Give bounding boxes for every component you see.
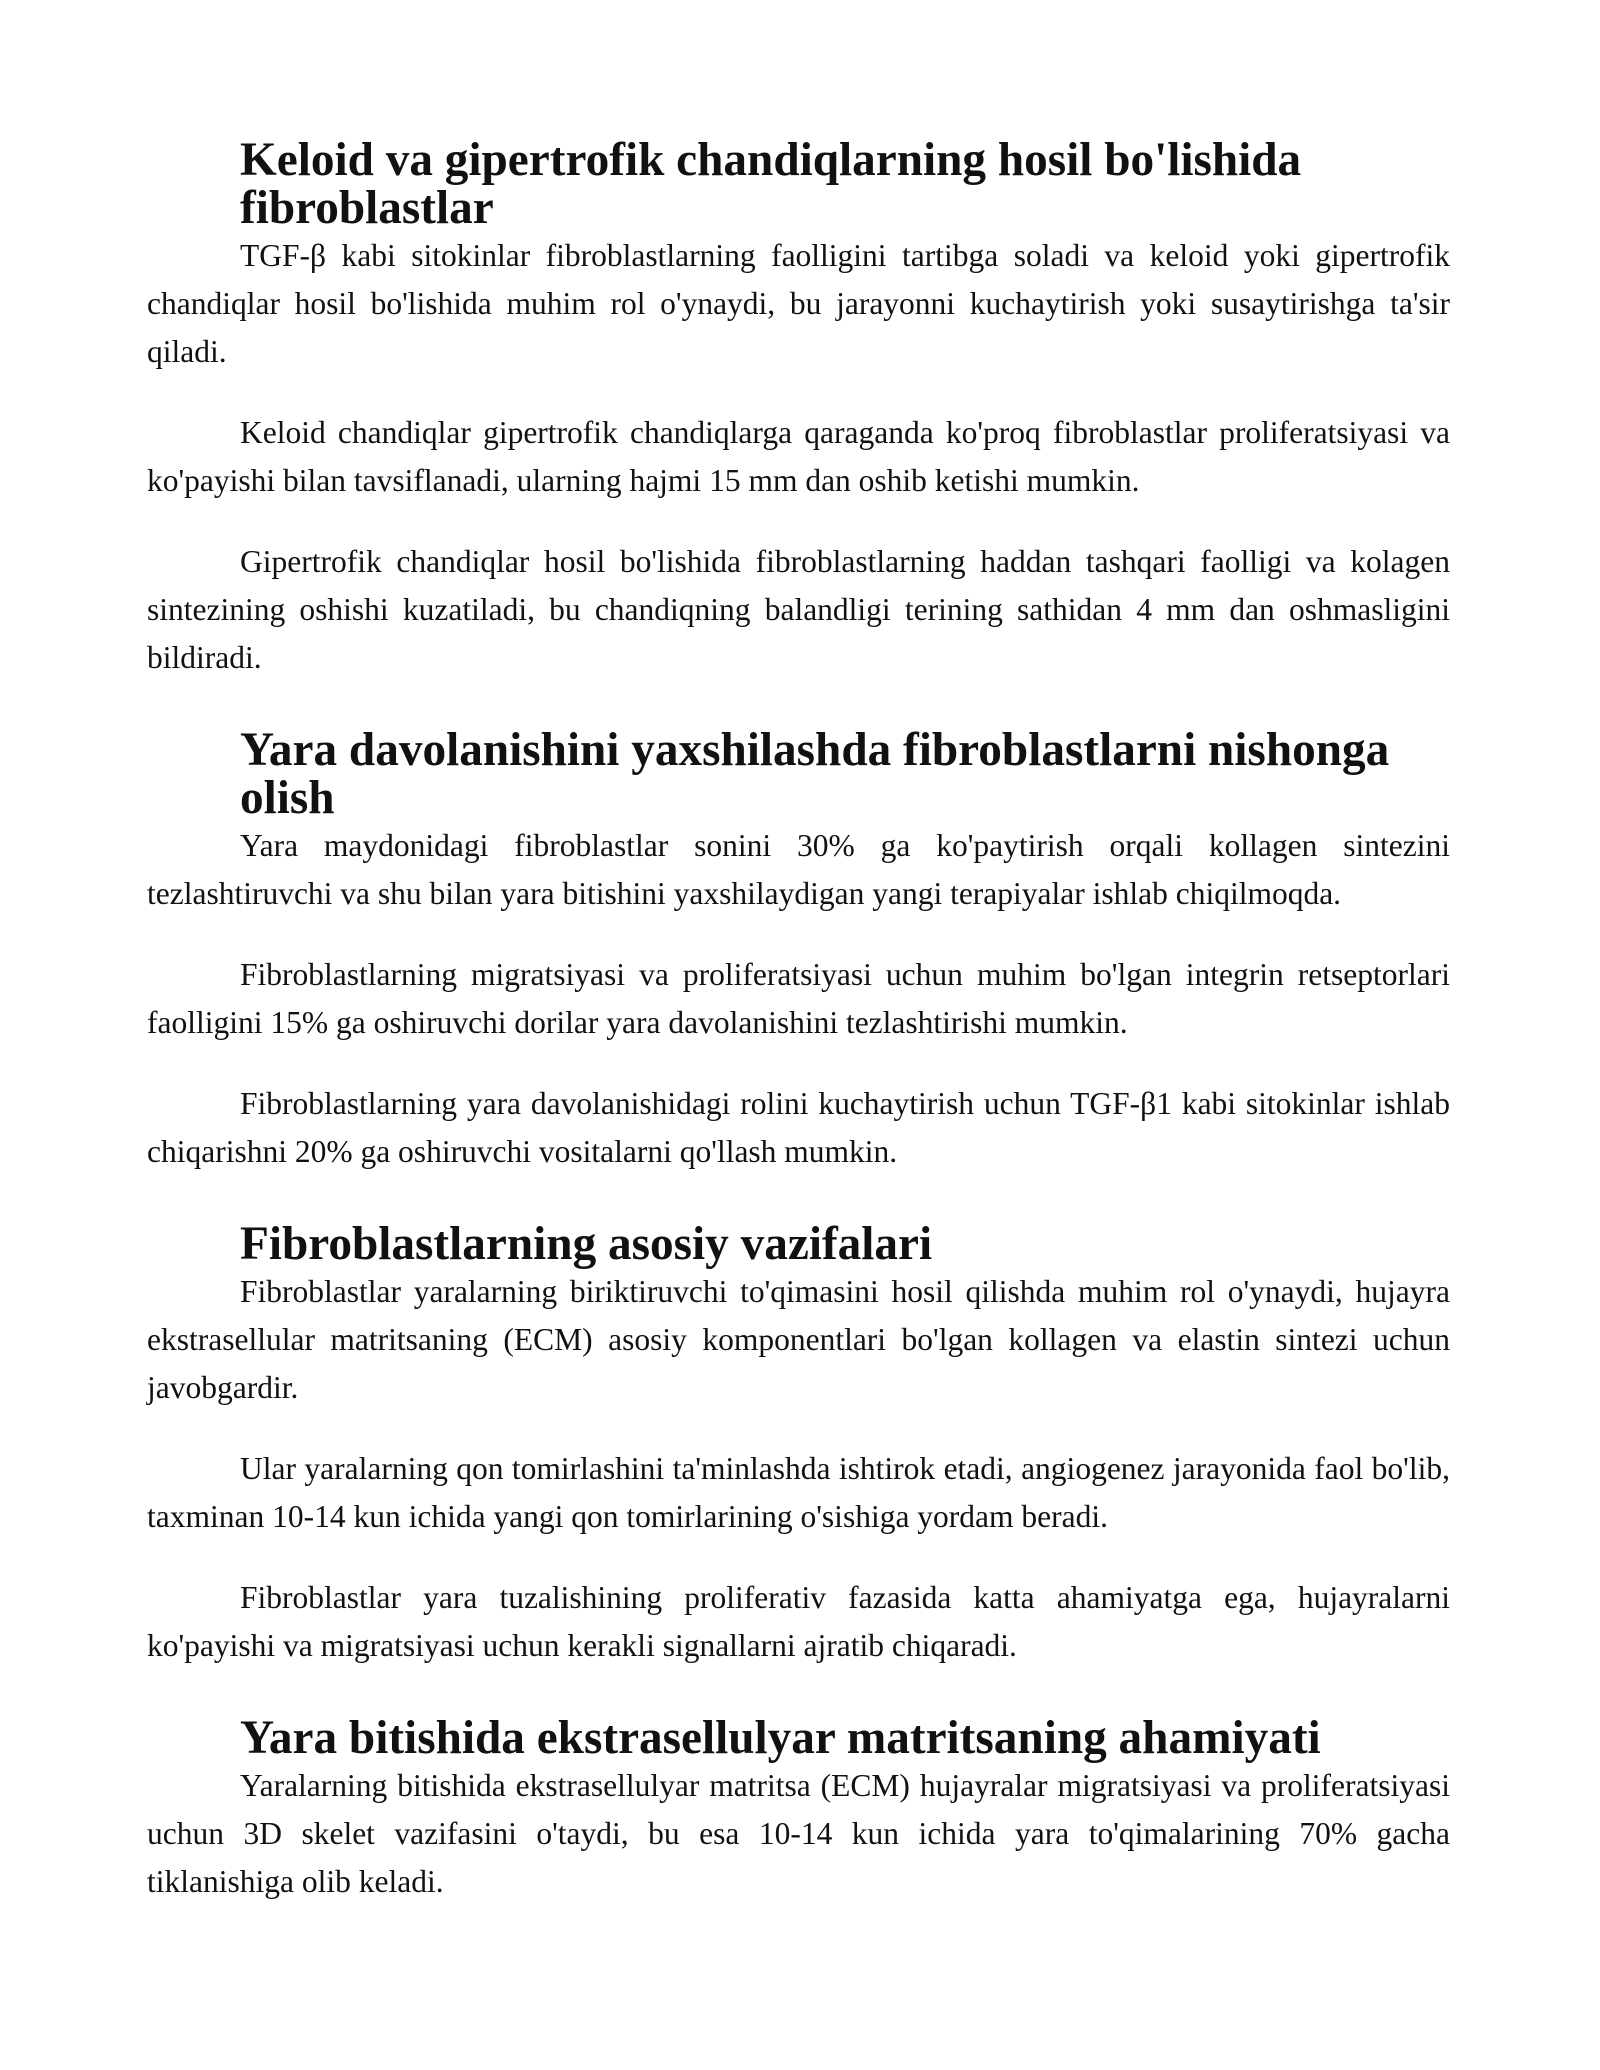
paragraph: Yaralarning bitishida ekstrasellulyar matritsa (ECM) hujayralar migratsiyasi va proliferatsiyasi uchun 3D skelet vazifasini o'taydi, bu esa 10-14 kun ichida yara to'qimalarining 70% gacha tiklanishiga olib keladi. — [147, 1768, 1450, 1899]
paragraph: TGF-β kabi sitokinlar fibroblastlarning faolligini tartibga soladi va keloid yoki gipertrofik chandiqlar hosil bo'lishida muhim rol o'ynaydi, bu jarayonni kuchaytirish yoki susaytirishga ta'sir qiladi. — [147, 238, 1450, 369]
section-heading: Fibroblastlarning asosiy vazifalari — [240, 1218, 933, 1270]
section-heading: Keloid va gipertrofik chandiqlarning hosil bo'lishida fibroblastlar — [240, 134, 1302, 234]
section-heading: Yara bitishida ekstrasellulyar matritsaning ahamiyati — [240, 1712, 1321, 1764]
paragraph: Fibroblastlarning yara davolanishidagi rolini kuchaytirish uchun TGF-β1 kabi sitokinlar ishlab chiqarishni 20% ga oshiruvchi vositalarni qo'llash mumkin. — [147, 1086, 1450, 1169]
section-ecm-importance — [147, 1714, 1450, 1906]
section-keloid-scars — [147, 136, 1450, 682]
paragraph: Yara maydonidagi fibroblastlar sonini 30% ga ko'paytirish orqali kollagen sintezini tezlashtiruvchi va shu bilan yara bitishini yaxshilaydigan yangi terapiyalar ishlab chiqilmoqda. — [147, 828, 1450, 911]
paragraph: Fibroblastlar yara tuzalishining proliferativ fazasida katta ahamiyatga ega, hujayralarni ko'payishi va migratsiyasi uchun kerakli signallarni ajratib chiqaradi. — [147, 1580, 1450, 1663]
document-page — [147, 136, 1450, 1906]
paragraph: Ular yaralarning qon tomirlashini ta'minlashda ishtirok etadi, angiogenez jarayonida faol bo'lib, taxminan 10-14 kun ichida yangi qon tomirlarining o'sishiga yordam beradi. — [147, 1451, 1450, 1534]
paragraph: Keloid chandiqlar gipertrofik chandiqlarga qaraganda ko'proq fibroblastlar proliferatsiyasi va ko'payishi bilan tavsiflanadi, ularning hajmi 15 mm dan oshib ketishi mumkin. — [147, 415, 1450, 498]
paragraph: Gipertrofik chandiqlar hosil bo'lishida fibroblastlarning haddan tashqari faolligi va kolagen sintezining oshishi kuzatiladi, bu chandiqning balandligi terining sathidan 4 mm dan oshmasligini bildiradi. — [147, 544, 1450, 675]
paragraph: Fibroblastlarning migratsiyasi va proliferatsiyasi uchun muhim bo'lgan integrin retseptorlari faolligini 15% ga oshiruvchi dorilar yara davolanishini tezlashtirishi mumkin. — [147, 957, 1450, 1040]
section-targeting-fibroblasts — [147, 726, 1450, 1176]
section-fibroblast-functions — [147, 1220, 1450, 1670]
paragraph: Fibroblastlar yaralarning biriktiruvchi to'qimasini hosil qilishda muhim rol o'ynaydi, hujayra ekstrasellular matritsaning (ECM) asosiy komponentlari bo'lgan kollagen va elastin sintezi uchun javobgardir. — [147, 1274, 1450, 1405]
section-heading: Yara davolanishini yaxshilashda fibroblastlarni nishonga olish — [240, 724, 1390, 824]
